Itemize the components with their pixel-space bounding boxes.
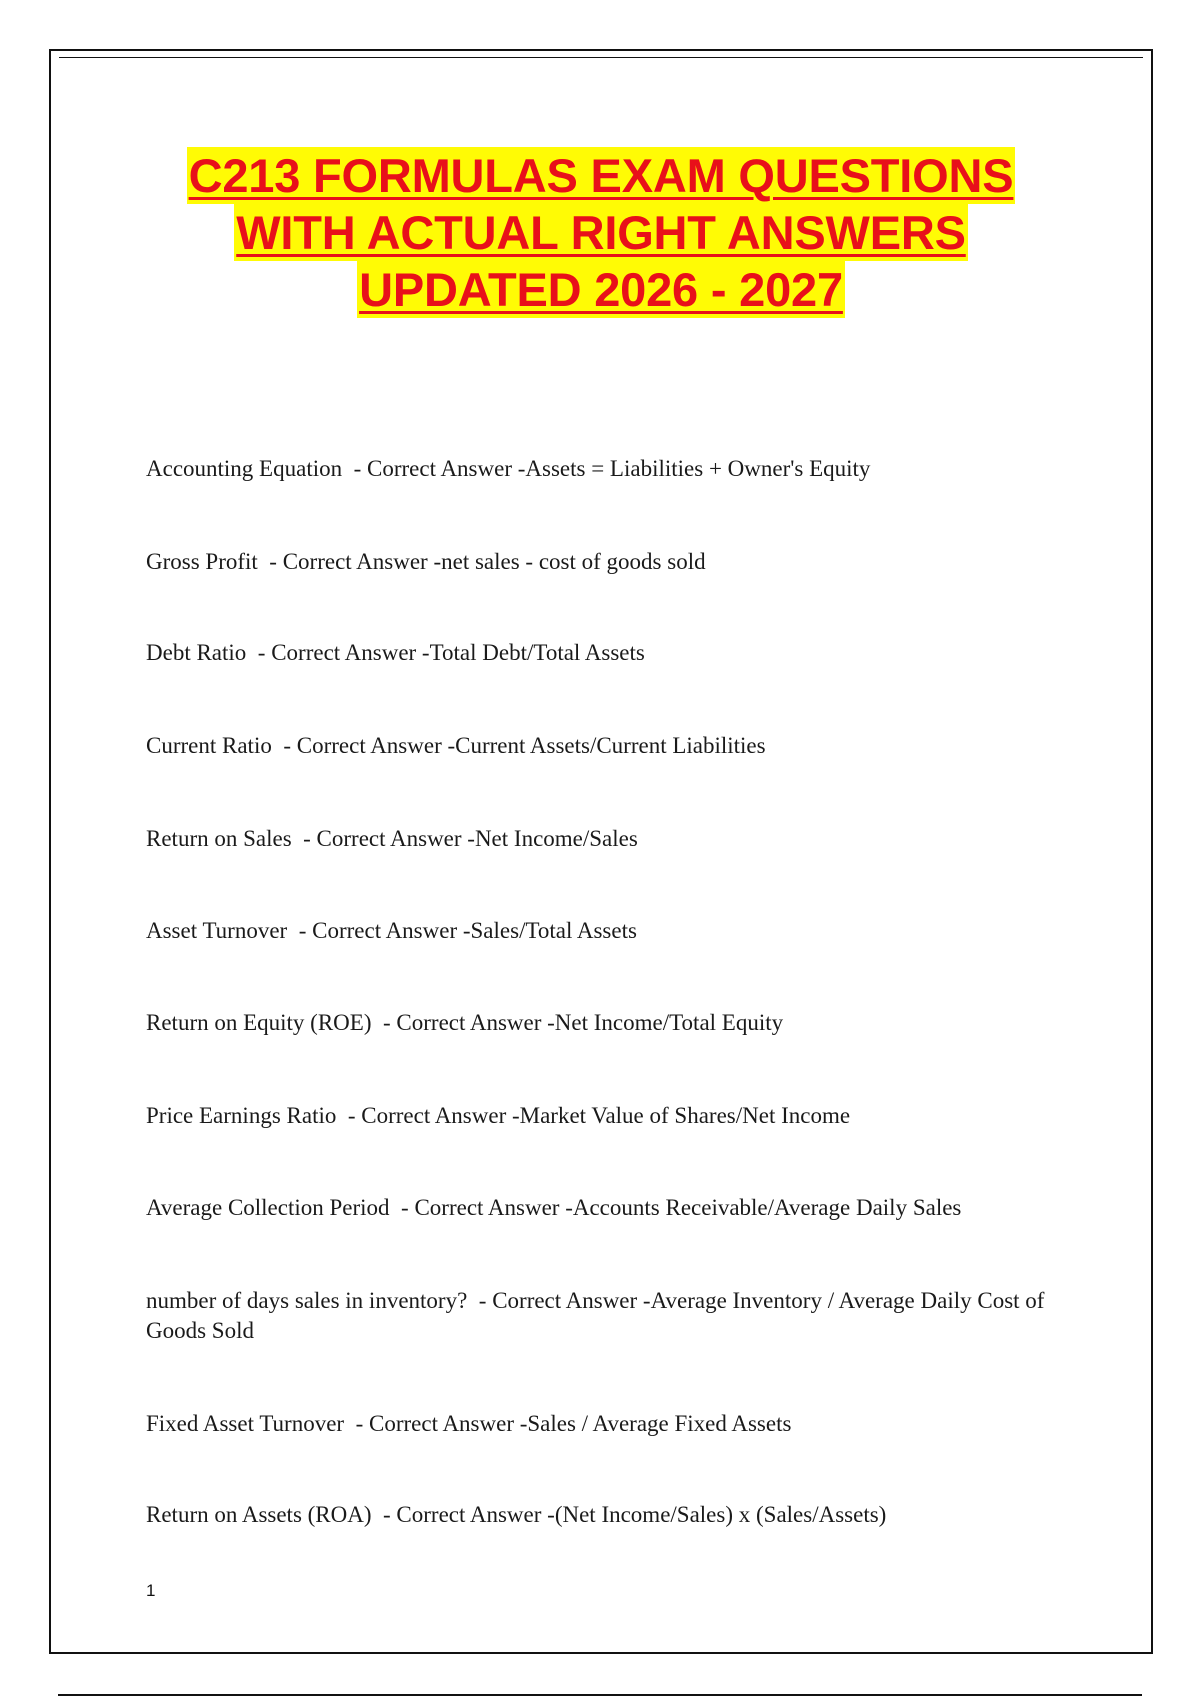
page-number: 1 — [146, 1581, 156, 1600]
title-line-3: UPDATED 2026 - 2027 — [359, 263, 843, 316]
qa-item: Gross Profit - Correct Answer -net sales - cost of goods sold — [146, 549, 706, 574]
qa-item: Return on Assets (ROA) - Correct Answer -(Net Income/Sales) x (Sales/Assets) — [146, 1502, 887, 1527]
title-line-1: C213 FORMULAS EXAM QUESTIONS — [188, 149, 1014, 202]
title-line-2: WITH ACTUAL RIGHT ANSWERS — [236, 206, 966, 259]
page-frame — [49, 49, 1153, 1654]
qa-item: Fixed Asset Turnover - Correct Answer -Sales / Average Fixed Assets — [146, 1411, 792, 1436]
qa-item: Price Earnings Ratio - Correct Answer -Market Value of Shares/Net Income — [146, 1103, 851, 1128]
qa-item: number of days sales in inventory? - Correct Answer -Average Inventory / Average Daily Cost of Goods Sold — [146, 1288, 1051, 1343]
qa-item: Asset Turnover - Correct Answer -Sales/Total Assets — [146, 918, 637, 943]
document-title — [51, 147, 1151, 318]
qa-item: Return on Equity (ROE) - Correct Answer -Net Income/Total Equity — [146, 1010, 784, 1035]
qa-item: Debt Ratio - Correct Answer -Total Debt/Total Assets — [146, 640, 645, 665]
qa-item: Return on Sales - Correct Answer -Net Income/Sales — [146, 826, 638, 851]
qa-item: Accounting Equation - Correct Answer -Assets = Liabilities + Owner's Equity — [146, 456, 871, 481]
qa-item: Current Ratio - Correct Answer -Current Assets/Current Liabilities — [146, 733, 766, 758]
top-rule — [59, 57, 1143, 58]
next-page-edge — [58, 1694, 1142, 1696]
qa-item: Average Collection Period - Correct Answer -Accounts Receivable/Average Daily Sales — [146, 1195, 962, 1220]
